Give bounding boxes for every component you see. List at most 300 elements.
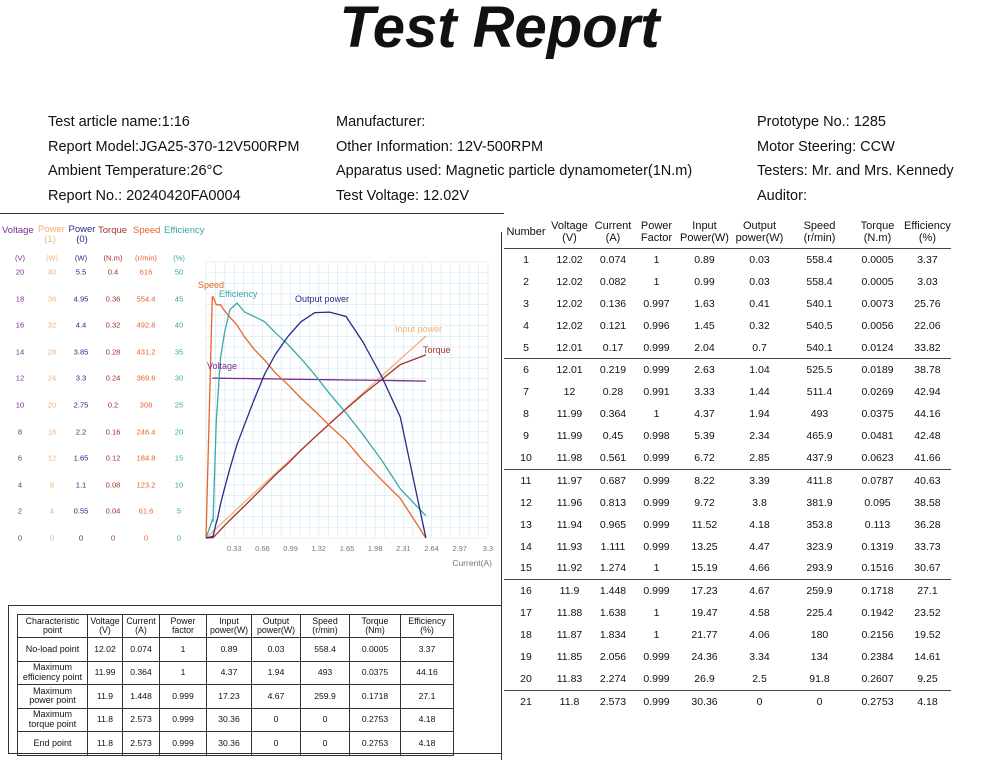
header-text: Input: [692, 220, 717, 232]
table-cell: 3: [523, 297, 529, 310]
table-row: [504, 447, 951, 469]
summary-cell: 4.37: [207, 661, 252, 685]
axis-tick-power_out: 2.75: [73, 400, 89, 410]
table-cell: 0.0481: [861, 430, 894, 443]
table-cell: 15.19: [691, 562, 718, 575]
table-cell: 11.52: [691, 518, 718, 531]
table-cell: 293.9: [806, 562, 833, 575]
table-cell: 540.5: [806, 319, 833, 332]
header-text: point: [42, 625, 63, 635]
header-text: Power(W): [680, 232, 729, 244]
table-cell: 40.63: [904, 469, 951, 491]
table-cell: 0.45: [602, 430, 624, 443]
table-row: [504, 690, 951, 712]
table-row: [504, 315, 951, 337]
table-cell: 12: [563, 386, 576, 399]
summary-cell: 0.999: [160, 732, 207, 756]
summary-cell: 0.0375: [350, 661, 401, 685]
table-cell: 323.9: [806, 540, 833, 553]
test-data-header-row: [504, 216, 951, 249]
axis-tick-power_out: 0: [78, 533, 84, 543]
table-cell: 11.98: [556, 451, 583, 464]
table-cell: 0.0269: [861, 386, 894, 399]
summary-cell: 11.8: [88, 732, 123, 756]
summary-header-3: [160, 615, 207, 638]
summary-header-6: [301, 615, 350, 638]
header-text: (r/min): [803, 232, 836, 244]
table-cell: 0.965: [599, 518, 627, 531]
table-cell: 12.02: [556, 297, 583, 310]
table-cell: 14: [520, 540, 532, 553]
label-text: Maximum: [32, 685, 72, 696]
table-cell: 411.8: [788, 469, 851, 491]
axis-tick-efficiency: 35: [174, 347, 184, 357]
table-cell: 8: [523, 408, 529, 421]
summary-cell: 1.448: [123, 685, 160, 709]
summary-cell: 2.573: [123, 732, 160, 756]
axis-tick-power_in: 40: [47, 267, 57, 277]
header-text: Input: [219, 615, 239, 626]
table-cell: 0.999: [643, 496, 670, 509]
table-cell: 0.999: [643, 540, 670, 553]
characteristic-point-label: [18, 708, 88, 732]
table-cell: 11.83: [556, 672, 583, 685]
test-data-header-0: [504, 216, 548, 249]
table-cell: 0.219: [591, 359, 635, 381]
summary-cell: 11.99: [88, 661, 123, 685]
summary-header-0: [18, 615, 88, 638]
table-cell: 1.834: [599, 629, 627, 642]
summary-cell: 0.364: [123, 661, 160, 685]
table-cell: 0.2384: [861, 650, 894, 663]
table-cell: 3.39: [731, 469, 788, 491]
summary-row: [18, 685, 454, 709]
summary-header-8: [401, 615, 454, 638]
axis-tick-speed: 616: [139, 267, 153, 277]
summary-row: [18, 732, 454, 756]
axis-tick-power_in: 36: [47, 294, 57, 304]
label-text: No-load point: [25, 643, 80, 654]
axis-tick-speed: 431.2: [136, 347, 156, 357]
table-cell: 11.92: [556, 562, 583, 575]
table-cell: 12.02: [556, 319, 583, 332]
table-cell: 134: [810, 650, 829, 663]
table-cell: 20: [520, 672, 532, 685]
table-cell: 1: [653, 562, 660, 575]
axis-tick-speed: 184.8: [136, 453, 156, 463]
table-cell: 4.18: [749, 518, 770, 531]
x-tick-label: 1.65: [339, 544, 355, 553]
table-cell: 0.0005: [861, 253, 894, 266]
header-text: (V): [562, 232, 577, 244]
table-cell: 0.99: [694, 275, 715, 288]
summary-cell: 1.94: [252, 661, 301, 685]
axis-tick-power_out: 0.55: [73, 506, 89, 516]
table-row: [504, 514, 951, 536]
table-cell: 0.03: [749, 253, 770, 266]
table-cell: 2.85: [749, 451, 770, 464]
x-tick-label: 0.66: [255, 544, 270, 553]
summary-cell: 17.23: [207, 685, 252, 709]
table-cell: 0.0375: [861, 408, 894, 421]
table-cell: 1.638: [599, 607, 627, 620]
test-data-header-6: [788, 216, 851, 249]
table-cell: 30.67: [914, 562, 941, 575]
table-cell: 15: [520, 562, 532, 575]
x-tick-label: 2.31: [396, 544, 411, 553]
table-cell: 6.72: [694, 451, 715, 464]
table-cell: 11.87: [556, 629, 583, 642]
table-row: [504, 469, 951, 491]
header-text: Output: [262, 615, 290, 626]
table-cell: 9: [523, 430, 529, 443]
header-text: (%): [918, 232, 936, 244]
table-cell: 42.48: [914, 430, 941, 443]
label-text: Maximum: [32, 662, 72, 673]
label-text: torque point: [28, 718, 77, 729]
summary-cell: 0.999: [160, 685, 207, 709]
table-cell: 19.47: [691, 607, 718, 620]
table-cell: 259.9: [788, 580, 851, 602]
auditor: Auditor:: [757, 187, 807, 204]
series-line-torque: [206, 355, 426, 538]
table-cell: 0.082: [599, 275, 627, 288]
table-cell: 0.113: [864, 518, 891, 531]
header-text: power(W): [256, 625, 296, 635]
axis-tick-voltage: 4: [17, 480, 23, 490]
characteristic-point-label: [18, 661, 88, 685]
characteristic-point-label: [18, 732, 88, 756]
axis-tick-torque: 0.32: [105, 320, 121, 330]
table-cell: 0.999: [635, 359, 678, 381]
legend-voltage: Voltage: [2, 225, 34, 236]
axis-tick-efficiency: 25: [174, 400, 184, 410]
x-axis-label: Current(A): [452, 558, 492, 568]
header-text: (r/min): [312, 625, 338, 635]
legend-output-power: Power (0): [68, 224, 96, 245]
axis-tick-voltage: 12: [15, 373, 25, 383]
summary-cell: 0: [301, 708, 350, 732]
table-cell: 0.7: [752, 341, 767, 354]
test-data-header-1: [548, 216, 591, 249]
table-cell: 91.8: [809, 672, 830, 685]
table-cell: 36.28: [914, 518, 941, 531]
header-text: (V): [99, 625, 111, 635]
test-data-header-5: [731, 216, 788, 249]
axis-tick-speed: 61.6: [138, 506, 154, 516]
axis-tick-speed: 123.2: [136, 480, 156, 490]
series-label-power-in: Input power: [395, 324, 443, 334]
table-cell: 11: [504, 469, 548, 491]
table-cell: 11.99: [556, 430, 583, 443]
axis-tick-torque: 0.16: [105, 427, 121, 437]
summary-header-2: [123, 615, 160, 638]
test-voltage: Test Voltage: 12.02V: [336, 187, 470, 204]
table-cell: 2.5: [752, 672, 767, 685]
table-cell: 0.999: [643, 341, 670, 354]
table-cell: 0.136: [599, 297, 627, 310]
summary-cell: 44.16: [401, 661, 454, 685]
table-cell: 21.77: [691, 629, 718, 642]
table-cell: 19.52: [914, 629, 941, 642]
series-label-torque: Torque: [423, 345, 451, 355]
axis-tick-voltage: 2: [17, 506, 23, 516]
axis-tick-torque: 0.24: [105, 373, 121, 383]
table-cell: 5.39: [694, 430, 715, 443]
axis-tick-efficiency: 15: [174, 453, 184, 463]
summary-row: [18, 708, 454, 732]
header-text: Voltage: [551, 220, 588, 232]
table-cell: 1.45: [694, 319, 715, 332]
axis-unit-speed: (r/min): [135, 253, 157, 263]
table-cell: 11.9: [548, 580, 591, 602]
axis-tick-speed: 492.8: [136, 320, 156, 330]
table-cell: 0.074: [599, 253, 627, 266]
table-cell: 30.36: [678, 690, 731, 712]
summary-cell: 11.9: [88, 685, 123, 709]
table-cell: 0.17: [602, 341, 624, 354]
table-cell: 3.03: [917, 275, 938, 288]
header-text: Power: [170, 615, 196, 626]
table-cell: 4.58: [749, 607, 770, 620]
table-row: [504, 249, 951, 271]
x-tick-label: 3.3: [482, 544, 494, 553]
summary-cell: 1: [160, 638, 207, 662]
axis-tick-power_out: 4.4: [75, 320, 87, 330]
table-cell: 0.0056: [861, 319, 894, 332]
axis-tick-speed: 0: [143, 533, 149, 543]
summary-cell: 0: [252, 708, 301, 732]
table-cell: 0: [788, 690, 851, 712]
table-cell: 0.0189: [851, 359, 904, 381]
summary-cell: 30.36: [207, 708, 252, 732]
axis-unit-voltage: (V): [14, 253, 26, 263]
table-row: [504, 536, 951, 558]
summary-cell: 30.36: [207, 732, 252, 756]
axis-tick-speed: 308: [139, 400, 153, 410]
axis-tick-power_in: 32: [47, 320, 57, 330]
axis-tick-torque: 0.04: [105, 506, 121, 516]
axis-tick-power_in: 0: [49, 533, 55, 543]
axis-unit-torque: (N.m): [103, 253, 123, 263]
table-cell: 493: [810, 408, 829, 421]
table-cell: 0.41: [749, 297, 770, 310]
table-row: [504, 580, 951, 602]
axis-tick-efficiency: 45: [174, 294, 184, 304]
header-text: Number: [506, 226, 546, 238]
table-cell: 1: [653, 275, 660, 288]
table-cell: 5: [523, 341, 529, 354]
table-cell: 33.82: [914, 341, 941, 354]
header-text: factor: [171, 625, 194, 635]
summary-cell: 0.0005: [350, 638, 401, 662]
table-cell: 0.1718: [851, 580, 904, 602]
table-cell: 17.23: [678, 580, 731, 602]
motor-steering: Motor Steering: CCW: [757, 138, 895, 155]
axis-tick-speed: 369.6: [136, 373, 156, 383]
table-row: [504, 359, 951, 381]
series-label-power-out: Output power: [295, 294, 350, 304]
axis-tick-power_out: 3.85: [73, 347, 89, 357]
test-data-header-2: [591, 216, 635, 249]
table-cell: 0.89: [694, 253, 715, 266]
label-text: efficiency point: [22, 671, 83, 682]
table-cell: 11.85: [556, 650, 583, 663]
table-cell: 14.61: [914, 650, 941, 663]
table-cell: 4.66: [749, 562, 770, 575]
table-cell: 33.73: [914, 540, 941, 553]
table-cell: 2.63: [678, 359, 731, 381]
table-cell: 0.1942: [861, 607, 894, 620]
table-cell: 1.63: [694, 297, 715, 310]
header-text: (A): [605, 232, 621, 244]
summary-cell: 4.67: [252, 685, 301, 709]
axis-tick-power_in: 28: [47, 347, 57, 357]
axis-tick-torque: 0: [110, 533, 116, 543]
table-row: [504, 293, 951, 315]
table-cell: 0.2607: [861, 672, 894, 685]
table-cell: 38.78: [904, 359, 951, 381]
testers: Testers: Mr. and Mrs. Kennedy: [757, 163, 954, 179]
table-cell: 2.04: [694, 341, 715, 354]
header-text: Torque: [860, 220, 895, 232]
axis-tick-power_in: 24: [47, 373, 57, 383]
x-tick-label: 1.32: [311, 544, 327, 553]
table-cell: 0.03: [749, 275, 770, 288]
table-cell: 0.1516: [861, 562, 894, 575]
table-cell: 38.58: [914, 496, 941, 509]
table-row: [504, 403, 951, 425]
table-cell: 17: [520, 607, 532, 620]
table-cell: 2.056: [599, 650, 627, 663]
table-cell: 27.1: [904, 580, 951, 602]
header-text: (Nm): [365, 625, 385, 635]
table-row: [504, 624, 951, 646]
table-cell: 0.999: [643, 650, 670, 663]
x-tick-label: 1.98: [367, 544, 383, 553]
table-cell: 12.01: [548, 359, 591, 381]
table-row: [504, 646, 951, 668]
table-cell: 0.997: [643, 297, 670, 310]
table-cell: 23.52: [914, 607, 941, 620]
series-line-power-out: [206, 312, 426, 538]
axis-tick-torque: 0.4: [107, 267, 119, 277]
label-text: End point: [33, 737, 72, 748]
table-cell: 22.06: [914, 319, 941, 332]
summary-cell: 0.03: [252, 638, 301, 662]
table-cell: 1.94: [749, 408, 770, 421]
table-cell: 13.25: [691, 540, 718, 553]
table-cell: 0.095: [864, 496, 891, 509]
axis-tick-power_out: 1.1: [75, 480, 87, 490]
axis-tick-voltage: 20: [15, 267, 25, 277]
table-cell: 26.9: [694, 672, 715, 685]
table-cell: 8.22: [678, 469, 731, 491]
table-cell: 0.364: [599, 408, 627, 421]
header-text: power(W): [735, 232, 784, 244]
header-text: Speed: [312, 615, 338, 626]
header-text: Efficiency: [408, 615, 446, 626]
axis-tick-voltage: 6: [17, 453, 23, 463]
legend-efficiency: Efficiency: [164, 225, 205, 236]
axis-tick-voltage: 8: [17, 427, 23, 437]
axis-tick-torque: 0.36: [105, 294, 121, 304]
axis-tick-speed: 554.4: [136, 294, 156, 304]
legend-torque: Torque: [98, 225, 128, 236]
table-row: [504, 668, 951, 690]
table-cell: 2.34: [749, 430, 770, 443]
header-text: Current: [594, 220, 632, 232]
table-cell: 25.76: [914, 297, 941, 310]
header-text: (N.m): [863, 232, 892, 244]
axis-tick-power_in: 16: [47, 427, 57, 437]
table-row: [504, 337, 951, 359]
axis-tick-voltage: 16: [15, 320, 25, 330]
axis-tick-torque: 0.08: [105, 480, 121, 490]
table-cell: 1: [653, 408, 660, 421]
table-cell: 0.999: [643, 451, 670, 464]
legend-input-power: Power (1): [38, 224, 65, 245]
table-cell: 42.94: [914, 386, 941, 399]
axis-tick-efficiency: 30: [174, 373, 184, 383]
summary-row: [18, 638, 454, 662]
table-cell: 11.8: [548, 690, 591, 712]
table-row: [504, 425, 951, 447]
table-cell: 0: [731, 690, 788, 712]
table-cell: 3.33: [694, 386, 715, 399]
other-information: Other Information: 12V-500RPM: [336, 138, 544, 155]
summary-header-5: [252, 615, 301, 638]
header-text: Efficiency: [904, 220, 951, 232]
test-data-header-7: [851, 216, 904, 249]
axis-tick-efficiency: 50: [174, 267, 184, 277]
header-text: Factor: [640, 232, 673, 244]
series-label-speed: Speed: [198, 280, 225, 290]
summary-cell: 0.1718: [350, 685, 401, 709]
table-cell: 4.37: [694, 408, 715, 421]
table-cell: 0.999: [635, 580, 678, 602]
table-cell: 9.25: [917, 672, 938, 685]
table-row: [504, 602, 951, 624]
table-cell: 225.4: [806, 607, 833, 620]
table-cell: 1.448: [591, 580, 635, 602]
summary-cell: 0.2753: [350, 708, 401, 732]
characteristic-point-label: [18, 685, 88, 709]
table-cell: 0.687: [591, 469, 635, 491]
table-cell: 2.274: [599, 672, 627, 685]
table-cell: 0.999: [643, 672, 670, 685]
summary-cell: 4.18: [401, 732, 454, 756]
summary-cell: 2.573: [123, 708, 160, 732]
table-cell: 11.93: [556, 540, 583, 553]
axis-tick-efficiency: 20: [174, 427, 184, 437]
table-cell: 437.9: [806, 451, 833, 464]
table-cell: 12.02: [556, 253, 583, 266]
axis-tick-voltage: 10: [15, 400, 25, 410]
summary-cell: 558.4: [301, 638, 350, 662]
table-cell: 4.67: [731, 580, 788, 602]
axis-tick-power_out: 5.5: [75, 267, 87, 277]
table-row: [504, 492, 951, 514]
apparatus-used: Apparatus used: Magnetic particle dynamometer(1N.m): [336, 163, 693, 179]
header-text: Characteristic: [25, 615, 80, 626]
summary-cell: 4.18: [401, 708, 454, 732]
table-cell: 44.16: [914, 408, 941, 421]
header-text: (A): [135, 625, 147, 635]
test-data-header-3: [635, 216, 678, 249]
table-cell: 11.99: [556, 408, 583, 421]
report-model: Report Model:JGA25-370-12V500RPM: [48, 138, 300, 155]
